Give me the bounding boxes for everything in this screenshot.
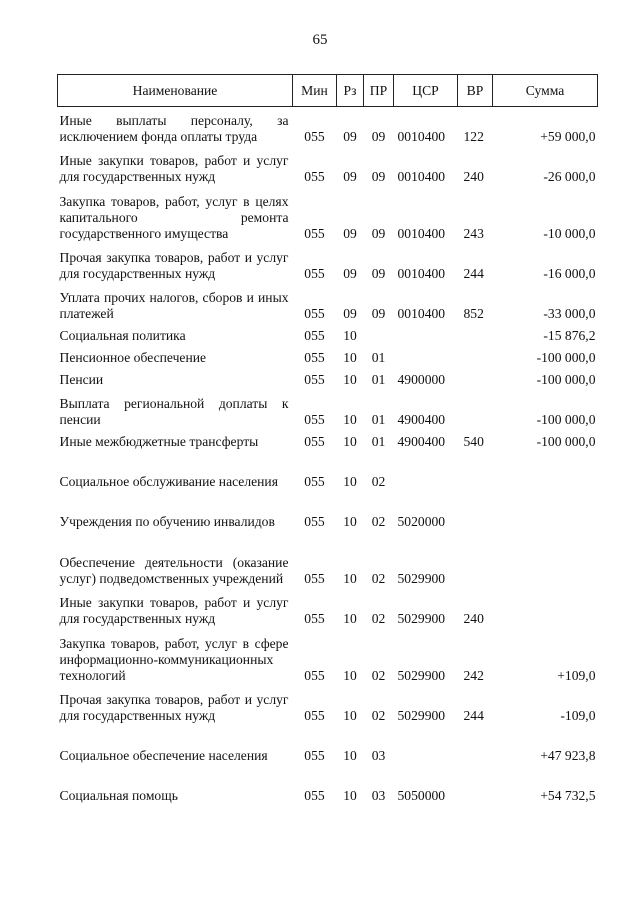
row-vr: 244 <box>463 707 484 723</box>
row-min: 055 <box>304 327 325 343</box>
row-rz: 10 <box>343 433 357 449</box>
row-vr <box>458 452 493 492</box>
table-row <box>58 346 598 368</box>
row-pr: 01 <box>371 411 386 427</box>
header-pr: ПР <box>364 75 394 107</box>
row-name: Социальная помощь <box>59 787 178 803</box>
page-number: 65 <box>312 32 328 48</box>
row-pr: 09 <box>371 168 386 184</box>
row-rz: 09 <box>343 305 357 321</box>
row-csr <box>394 346 458 368</box>
row-sum: +54 732,5 <box>540 787 596 803</box>
row-min: 055 <box>304 747 325 763</box>
row-rz: 10 <box>343 667 357 683</box>
row-rz: 10 <box>343 473 357 489</box>
row-rz: 10 <box>343 610 357 626</box>
row-vr <box>458 492 493 532</box>
row-sum: -100 000,0 <box>536 433 596 449</box>
table-row <box>58 430 598 452</box>
row-rz: 10 <box>343 327 357 343</box>
row-name: Иные межбюджетные трансферты <box>59 433 259 449</box>
table-row <box>58 629 598 686</box>
row-pr: 01 <box>371 349 386 365</box>
row-pr: 02 <box>371 513 386 529</box>
header-rz: Рз <box>337 75 364 107</box>
row-vr: 242 <box>463 667 484 683</box>
row-min: 055 <box>304 473 325 489</box>
row-pr: 03 <box>371 787 386 803</box>
table-row <box>58 107 598 147</box>
header-csr: ЦСР <box>394 75 458 107</box>
row-name: Пенсионное обеспечение <box>59 349 207 365</box>
row-csr: 5029900 <box>397 610 446 626</box>
row-name: Уплата прочих налогов, сборов и иных платежей <box>59 289 289 321</box>
table-row <box>58 766 598 806</box>
table-row <box>58 492 598 532</box>
row-vr: 244 <box>463 265 484 281</box>
row-sum: -109,0 <box>560 707 596 723</box>
table-row <box>58 244 598 284</box>
row-vr: 122 <box>463 128 484 144</box>
row-rz: 10 <box>343 707 357 723</box>
row-csr <box>394 324 458 346</box>
row-vr: 240 <box>463 610 484 626</box>
row-min: 055 <box>304 667 325 683</box>
row-min: 055 <box>304 433 325 449</box>
row-sum: -100 000,0 <box>536 371 596 387</box>
row-min: 055 <box>304 128 325 144</box>
row-rz: 10 <box>343 570 357 586</box>
row-name: Выплата региональной доплаты к пенсии <box>59 395 289 427</box>
row-csr: 0010400 <box>397 305 446 321</box>
row-sum: +109,0 <box>557 667 596 683</box>
row-name: Иные закупки товаров, работ и услуг для государственных нужд <box>59 594 289 626</box>
row-sum <box>493 532 598 589</box>
row-name: Пенсии <box>59 371 104 387</box>
row-min: 055 <box>304 225 325 241</box>
row-rz: 10 <box>343 349 357 365</box>
row-name: Закупка товаров, работ, услуг в целях капитального ремонта государственного имущества <box>59 193 289 241</box>
row-csr: 4900000 <box>397 371 446 387</box>
row-pr: 02 <box>371 707 386 723</box>
row-csr: 5029900 <box>397 570 446 586</box>
row-name: Обеспечение деятельности (оказание услуг) подведомственных учреждений <box>59 554 289 586</box>
row-min: 055 <box>304 265 325 281</box>
header-min: Мин <box>293 75 337 107</box>
row-pr: 02 <box>371 473 386 489</box>
row-name: Учреждения по обучению инвалидов <box>59 513 275 529</box>
row-min: 055 <box>304 610 325 626</box>
row-rz: 10 <box>343 411 357 427</box>
row-pr <box>364 324 394 346</box>
table-row <box>58 686 598 726</box>
table-row <box>58 532 598 589</box>
header-sum: Сумма <box>493 75 598 107</box>
row-csr: 5029900 <box>397 667 446 683</box>
table-row <box>58 726 598 766</box>
row-sum: -15 876,2 <box>543 327 596 343</box>
row-csr <box>394 452 458 492</box>
row-min: 055 <box>304 513 325 529</box>
row-pr: 09 <box>371 265 386 281</box>
table-row <box>58 390 598 430</box>
table-body <box>58 107 598 806</box>
row-vr: 240 <box>463 168 484 184</box>
row-vr: 852 <box>463 305 484 321</box>
row-pr: 09 <box>371 225 386 241</box>
row-name: Социальная политика <box>59 327 186 343</box>
row-csr: 0010400 <box>397 168 446 184</box>
row-rz: 10 <box>343 513 357 529</box>
row-sum: +47 923,8 <box>540 747 596 763</box>
row-vr <box>458 532 493 589</box>
row-pr: 02 <box>371 667 386 683</box>
row-sum: -33 000,0 <box>543 305 596 321</box>
row-rz: 09 <box>343 265 357 281</box>
row-vr <box>458 766 493 806</box>
row-min: 055 <box>304 168 325 184</box>
row-rz: 09 <box>343 128 357 144</box>
row-pr: 09 <box>371 128 386 144</box>
row-vr: 540 <box>463 433 484 449</box>
row-min: 055 <box>304 707 325 723</box>
row-pr: 02 <box>371 610 386 626</box>
row-min: 055 <box>304 787 325 803</box>
row-pr: 03 <box>371 747 386 763</box>
row-name: Иные выплаты персоналу, за исключением фонда оплаты труда <box>59 112 289 144</box>
row-vr <box>458 368 493 390</box>
row-sum: -100 000,0 <box>536 349 596 365</box>
row-pr: 01 <box>371 433 386 449</box>
row-sum: -16 000,0 <box>543 265 596 281</box>
table-row <box>58 324 598 346</box>
row-min: 055 <box>304 305 325 321</box>
row-csr: 0010400 <box>397 128 446 144</box>
row-min: 055 <box>304 570 325 586</box>
row-csr <box>394 726 458 766</box>
row-rz: 10 <box>343 747 357 763</box>
row-name: Иные закупки товаров, работ и услуг для государственных нужд <box>59 152 289 184</box>
row-pr: 02 <box>371 570 386 586</box>
row-min: 055 <box>304 371 325 387</box>
row-min: 055 <box>304 349 325 365</box>
row-rz: 10 <box>343 371 357 387</box>
table-row <box>58 147 598 187</box>
row-name: Социальное обслуживание населения <box>59 473 278 489</box>
row-sum: -100 000,0 <box>536 411 596 427</box>
row-sum: -26 000,0 <box>543 168 596 184</box>
table-header <box>58 75 598 107</box>
row-rz: 09 <box>343 168 357 184</box>
table-row <box>58 284 598 324</box>
table-row <box>58 187 598 244</box>
row-sum <box>493 452 598 492</box>
row-pr: 01 <box>371 371 386 387</box>
row-csr: 5020000 <box>397 513 446 529</box>
row-name: Закупка товаров, работ, услуг в сфере информационно-коммуникационных технологий <box>59 635 289 683</box>
row-csr: 5050000 <box>397 787 446 803</box>
row-name: Прочая закупка товаров, работ и услуг для государственных нужд <box>59 691 289 723</box>
row-pr: 09 <box>371 305 386 321</box>
row-name: Прочая закупка товаров, работ и услуг для государственных нужд <box>59 249 289 281</box>
table-row <box>58 452 598 492</box>
row-sum: -10 000,0 <box>543 225 596 241</box>
header-name: Наименование <box>58 75 293 107</box>
row-sum <box>493 492 598 532</box>
row-vr <box>458 390 493 430</box>
row-min: 055 <box>304 411 325 427</box>
row-csr: 4900400 <box>397 411 446 427</box>
row-csr: 0010400 <box>397 225 446 241</box>
table-row <box>58 368 598 390</box>
budget-table <box>57 74 598 806</box>
row-csr: 5029900 <box>397 707 446 723</box>
row-rz: 10 <box>343 787 357 803</box>
row-rz: 09 <box>343 225 357 241</box>
row-vr: 243 <box>463 225 484 241</box>
row-vr <box>458 726 493 766</box>
row-name: Социальное обеспечение населения <box>59 747 268 763</box>
row-csr: 0010400 <box>397 265 446 281</box>
table-row <box>58 589 598 629</box>
row-vr <box>458 346 493 368</box>
row-vr <box>458 324 493 346</box>
row-sum <box>493 589 598 629</box>
row-sum: +59 000,0 <box>540 128 596 144</box>
header-vr: ВР <box>458 75 493 107</box>
row-csr: 4900400 <box>397 433 446 449</box>
